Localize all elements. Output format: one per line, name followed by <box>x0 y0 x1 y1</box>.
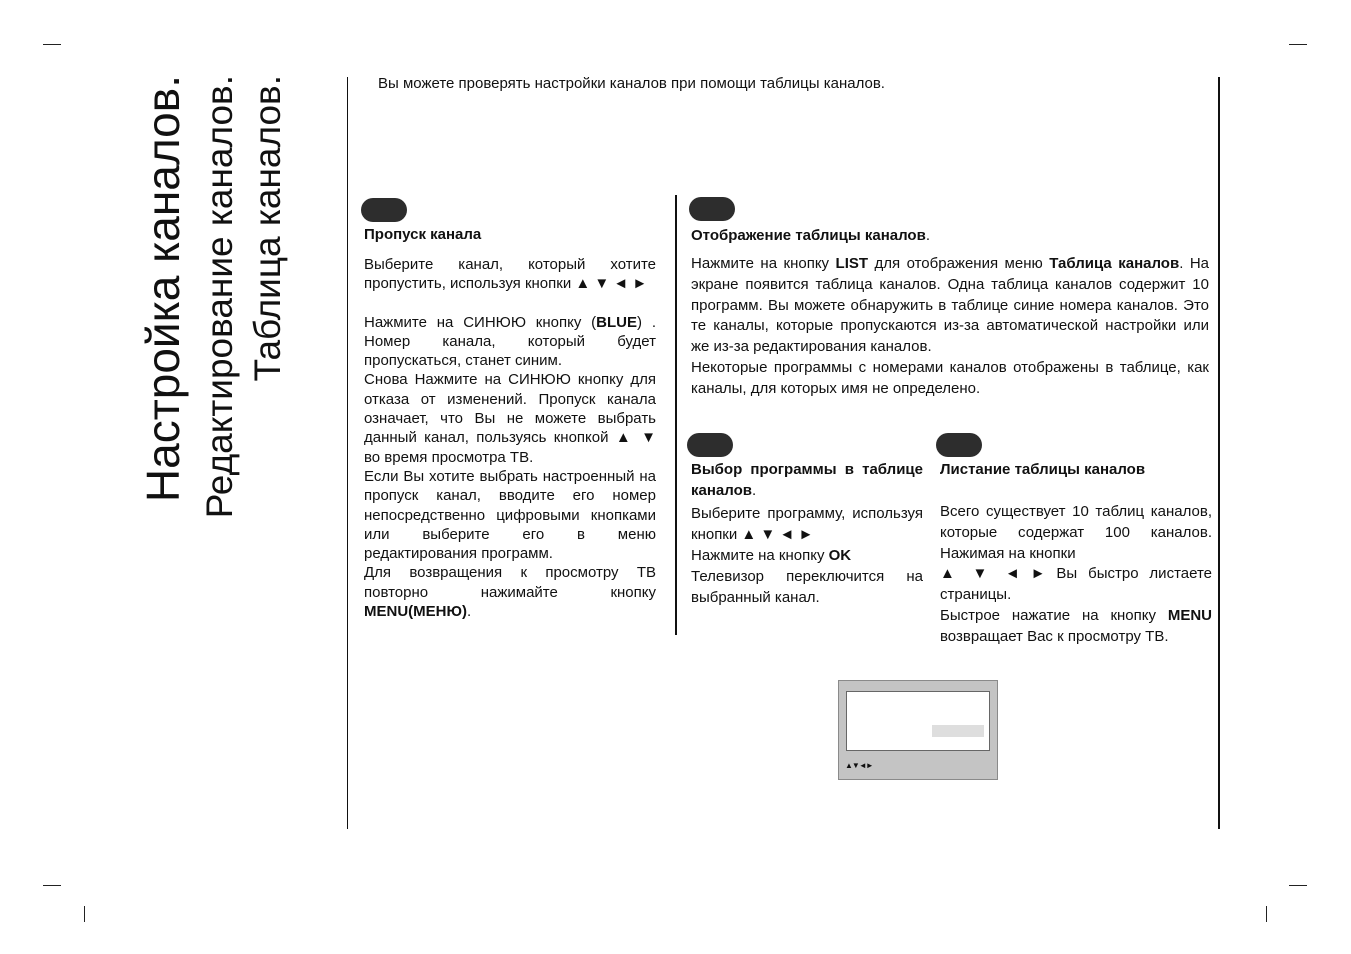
skip-channel-step4: Если Вы хотите выбрать настроенный на пропуск канал, вводите его номер непосредственно цифровыми кнопками или выберите его в меню редактирования программ. <box>364 467 656 563</box>
right-page-rule <box>1218 77 1220 829</box>
select-program-step3: Телевизор переключится на выбранный канал. <box>691 568 923 606</box>
paging-heading: Листание таблицы каналов <box>940 461 1146 478</box>
nav-arrows-icon: ▲▼◄► <box>845 761 873 770</box>
paging-step3: Быстрое нажатие на кнопку MENU возвращает Вас к просмотру ТВ. <box>940 606 1212 645</box>
skip-channel-step2: Нажмите на СИНЮЮ кнопку (BLUE) . Номер канала, который будет пропускаться, станет синим. <box>364 313 656 370</box>
crop-mark <box>43 885 61 886</box>
selected-row-highlight <box>932 725 984 737</box>
skip-channel-step5: Для возвращения к просмотру ТВ повторно нажимайте кнопку MENU(МЕНЮ). <box>364 564 656 621</box>
page-title-line1: Настройка каналов. <box>137 75 189 503</box>
display-table-step1: Нажмите на кнопку LIST для отображения меню Таблица каналов. На экране появится таблица каналов. Одна таблица каналов содержит 10 программ. Вы можете обнаружить в таблице синие номера каналов. Это те каналы, которые пропускаются из-за автоматической настройки или же из-за редактирования каналов. <box>691 255 1210 356</box>
left-column-rule <box>347 77 348 829</box>
skip-channel-step3: Снова Нажмите на СИНЮЮ кнопку для отказа от изменений. Пропуск канала означает, что Вы не можете выбрать данный канал, пользуясь кнопкой ▲ ▼ во время просмотра ТВ. <box>364 371 656 466</box>
paging-section <box>940 459 1212 648</box>
step-marker <box>689 197 735 221</box>
crop-mark <box>84 906 85 922</box>
display-table-section <box>691 225 1209 400</box>
page-title-line2: Редактирование каналов. <box>199 75 240 519</box>
channel-table-screen <box>846 691 990 751</box>
select-program-step1: Выберите программу, используя кнопки ▲ ▼ ◄ ► <box>691 505 923 543</box>
step-marker <box>687 433 733 457</box>
step-marker <box>936 433 982 457</box>
select-program-step2: Нажмите на кнопку OK <box>691 547 852 564</box>
skip-channel-heading: Пропуск канала <box>364 226 482 243</box>
select-program-section <box>691 459 923 608</box>
page-title <box>137 75 288 555</box>
select-program-heading: Выбор программы в таблице каналов. <box>691 461 923 499</box>
center-column-rule <box>675 195 677 635</box>
skip-channel-section <box>364 224 656 621</box>
paging-step1: Всего существует 10 таблиц каналов, которые содержат 100 каналов. Нажимая на кнопки <box>940 503 1212 562</box>
intro-text: Вы можете проверять настройки каналов при помощи таблицы каналов. <box>378 75 885 92</box>
crop-mark <box>43 44 61 45</box>
display-table-heading: Отображение таблицы каналов. <box>691 227 930 244</box>
page-title-line3: Таблица каналов. <box>247 75 288 382</box>
display-table-step2: Некоторые программы с номерами каналов отображены в таблице, как каналы, для которых имя не определено. <box>691 358 1209 397</box>
channel-table-illustration <box>838 680 998 780</box>
crop-mark <box>1289 885 1307 886</box>
skip-channel-step1: Выберите канал, который хотите пропустить, используя кнопки ▲ ▼ ◄ ► <box>364 256 656 293</box>
crop-mark <box>1289 44 1307 45</box>
step-marker <box>361 198 407 222</box>
crop-mark <box>1266 906 1267 922</box>
paging-step2: ▲ ▼ ◄ ► Вы быстро листаете страницы. <box>940 565 1212 604</box>
